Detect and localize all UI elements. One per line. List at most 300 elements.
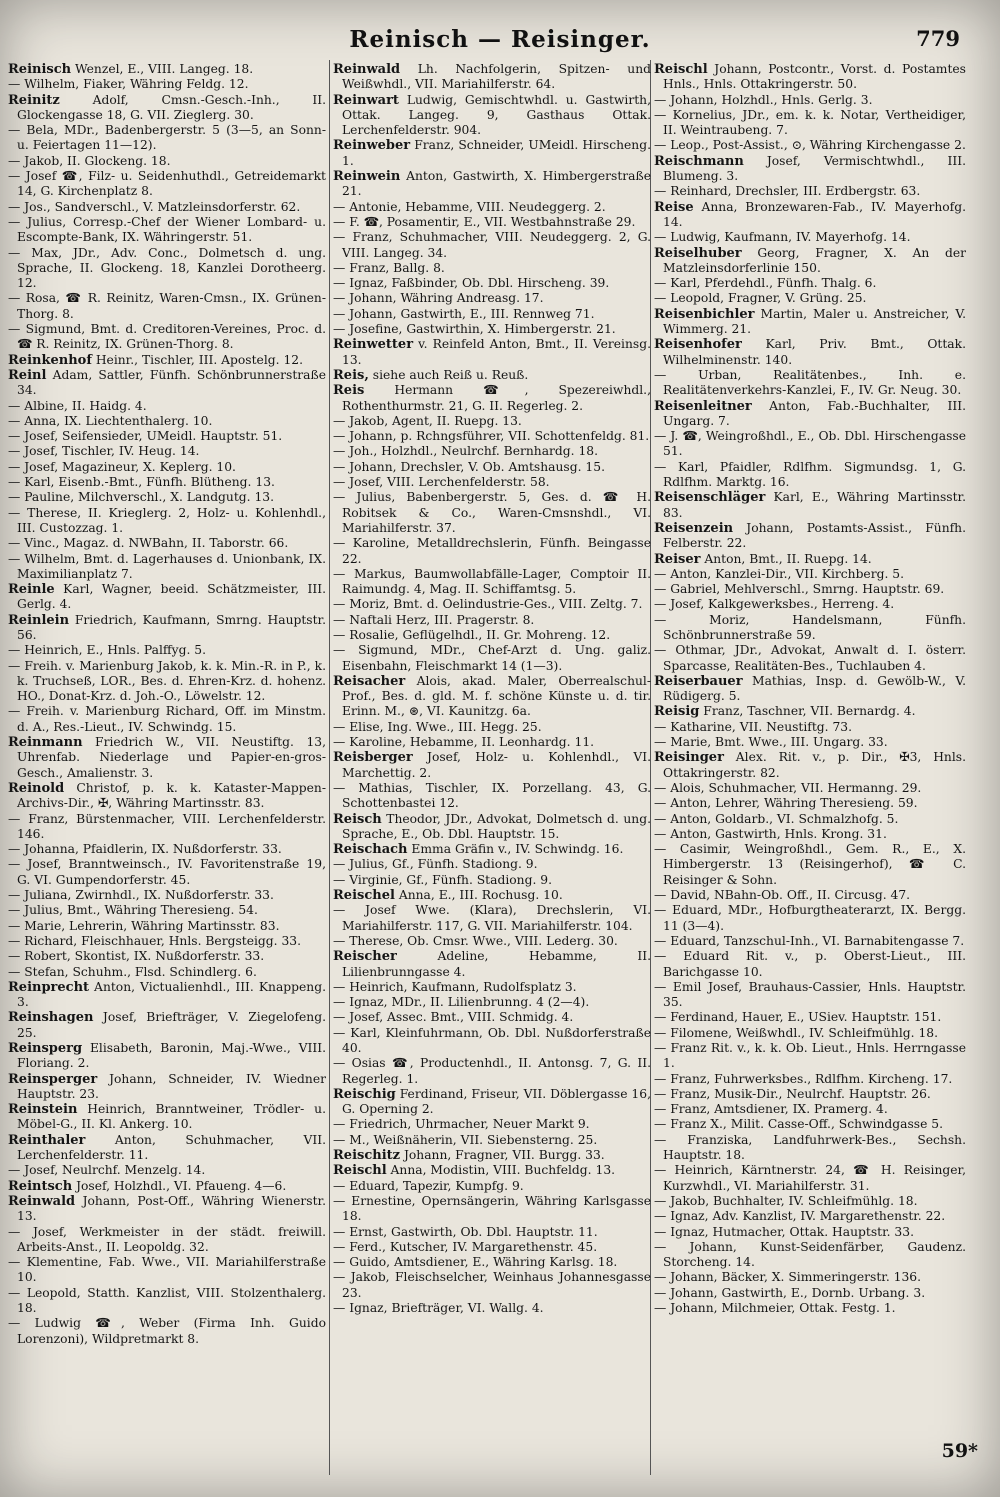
entry-text: — Heinrich, Kärntnerstr. 24, ☎ H. Reisinger, Kurzwhdl., VI. Mariahilferstr. 31. xyxy=(654,1163,966,1193)
directory-entry xyxy=(654,1026,966,1041)
directory-entry xyxy=(333,949,651,980)
entry-text: Anna, Bronzewaren-Fab., IV. Mayerhofg. 14. xyxy=(663,199,966,229)
entry-text: — Antonie, Hebamme, VIII. Neudeggerg. 2. xyxy=(333,199,606,214)
directory-entry xyxy=(333,62,651,93)
directory-entry xyxy=(333,490,651,536)
entry-headword: Reisenschläger xyxy=(654,490,766,506)
directory-entry xyxy=(333,1163,651,1178)
entry-text: Franz, Schneider, UMeidl. Hirscheng. 1. xyxy=(342,138,651,168)
entry-text: — Reinhard, Drechsler, III. Erdbergstr. 63. xyxy=(654,184,921,199)
directory-entry xyxy=(654,1225,966,1240)
directory-entry xyxy=(654,842,966,888)
entry-headword: Reinitz xyxy=(8,92,60,108)
entry-text: — Josef, Assec. Bmt., VIII. Schmidg. 4. xyxy=(333,1010,574,1025)
entry-text: Karl, E., Währing Martinsstr. 83. xyxy=(663,490,966,520)
directory-entry xyxy=(8,1225,326,1256)
entry-text: — Johanna, Pfaidlerin, IX. Nußdorferstr. 33. xyxy=(8,842,282,857)
directory-entry xyxy=(333,337,651,368)
directory-entry xyxy=(654,903,966,934)
directory-entry xyxy=(8,490,326,505)
entry-headword: Reinisch xyxy=(8,62,72,77)
entry-text: — Kornelius, JDr., em. k. k. Notar, Vertheidiger, II. Weintraubeng. 7. xyxy=(654,107,966,138)
entry-text: Anton, Victualienhdl., III. Knappeng. 3. xyxy=(17,979,326,1010)
entry-text: — Eduard, MDr., Hofburgtheaterarzt, IX. Bergg. 11 (3—4). xyxy=(654,903,966,933)
entry-text: — Klementine, Fab. Wwe., VII. Mariahilferstraße 10. xyxy=(8,1255,326,1285)
directory-entry xyxy=(654,781,966,796)
entry-headword: Reischig xyxy=(333,1086,396,1102)
entry-headword: Reisenhofer xyxy=(654,337,742,353)
directory-entry xyxy=(654,735,966,750)
entry-text: — Karl, Pfaidler, Rdlfhm. Sigmundsg. 1, G. Rdlfhm. Marktg. 16. xyxy=(654,459,966,490)
entry-text: — Casimir, Weingroßhdl., Gem. R., E., X. Himbergerstr. 13 (Reisingerhof), ☎ C. Reisinger & Sohn. xyxy=(654,842,966,887)
directory-entry xyxy=(333,322,651,337)
directory-entry xyxy=(654,674,966,705)
entry-headword: Reischmann xyxy=(654,153,744,169)
entry-text: Friedrich, Kaufmann, Smrng. Hauptstr. 56. xyxy=(17,612,326,642)
directory-entry xyxy=(8,246,326,292)
entry-text: — Karl, Kleinfuhrmann, Ob. Dbl. Nußdorferstraße 40. xyxy=(333,1025,651,1055)
entry-text: Adam, Sattler, Fünfh. Schönbrunnerstraße 34. xyxy=(17,367,326,398)
entry-text: — Johann, p. Rchngsführer, VII. Schottenfeldg. 81. xyxy=(333,429,650,444)
entry-text: — Anton, Goldarb., VI. Schmalzhofg. 5. xyxy=(654,811,899,826)
entry-text: Anton, Fab.-Buchhalter, III. Ungarg. 7. xyxy=(663,398,966,428)
entry-text: — Josef, Kalkgewerksbes., Herreng. 4. xyxy=(654,597,895,612)
entry-text: Johann, Schneider, IV. Wiedner Hauptstr. 23. xyxy=(17,1071,326,1101)
directory-entry xyxy=(333,1240,651,1255)
entry-text: — Max, JDr., Adv. Conc., Dolmetsch d. ung. Sprache, II. Glockeng. 18, Kanzlei Dorotheerg. 12. xyxy=(8,245,326,291)
directory-entry xyxy=(8,77,326,92)
directory-entry xyxy=(654,337,966,368)
directory-entry xyxy=(654,582,966,597)
directory-entry xyxy=(654,307,966,338)
directory-entry xyxy=(8,475,326,490)
directory-entry xyxy=(8,123,326,154)
directory-entry xyxy=(8,1286,326,1317)
entry-text: — Urban, Realitätenbes., Inh. e. Realitätenverkehrs-Kanzlei, F., IV. Gr. Neug. 30. xyxy=(654,367,966,398)
entry-headword: Reinle xyxy=(8,582,55,598)
directory-entry xyxy=(654,704,966,719)
directory-entry xyxy=(8,980,326,1011)
entry-text: — Mathias, Tischler, IX. Porzellang. 43, G. Schottenbastei 12. xyxy=(333,780,651,811)
entry-text: — Freih. v. Marienburg Jakob, k. k. Min.-R. in P., k. k. Truchseß, LOR., Bes. d. Ehren-Krz. d. hohenz. HO., Donat-Krz. d. Joh.-O., Löwelstr. 12. xyxy=(8,658,326,704)
entry-text: — Johann, Bäcker, X. Simmeringerstr. 136. xyxy=(654,1270,922,1285)
directory-entry xyxy=(8,93,326,124)
entry-text: — Heinrich, E., Hnls. Palffyg. 5. xyxy=(8,643,206,658)
directory-entry xyxy=(333,857,651,872)
entry-text: — Gabriel, Mehlverschl., Smrng. Hauptstr. 69. xyxy=(654,582,945,597)
directory-entry xyxy=(654,429,966,460)
directory-entry xyxy=(8,781,326,812)
entry-headword: Reinmann xyxy=(8,735,83,751)
entry-text: — M., Weißnäherin, VII. Siebensterng. 25. xyxy=(333,1132,598,1147)
entry-text: v. Reinfeld Anton, Bmt., II. Vereinsg. 13. xyxy=(342,337,651,367)
running-title: Reinisch — Reisinger. xyxy=(349,26,651,53)
entry-text: siehe auch Reiß u. Reuß. xyxy=(368,367,529,382)
entry-text: — Albine, II. Haidg. 4. xyxy=(8,398,147,413)
entry-text: Karl, Priv. Bmt., Ottak. Wilhelminenstr. 140. xyxy=(663,337,966,367)
entry-text: Alois, akad. Maler, Oberrealschul-Prof., Bes. d. gld. M. f. schöne Künste u. d. tir. Erinn. M., ⊛, VI. Kaunitzg. 6a. xyxy=(342,673,651,719)
directory-entry xyxy=(8,1041,326,1072)
entry-text: — Robert, Skontist, IX. Nußdorferstr. 33. xyxy=(8,949,265,964)
entry-text: — Ernestine, Opernsängerin, Währing Karlsgasse 18. xyxy=(333,1193,651,1224)
directory-entry xyxy=(654,1301,966,1316)
entry-text: — Friedrich, Uhrmacher, Neuer Markt 9. xyxy=(333,1117,590,1132)
entry-text: — Jakob, II. Glockeng. 18. xyxy=(8,153,171,168)
entry-text: Josef, Briefträger, V. Ziegelofeng. 25. xyxy=(17,1010,326,1040)
entry-headword: Reischl xyxy=(333,1163,387,1179)
directory-entry xyxy=(333,980,651,995)
entry-text: — Stefan, Schuhm., Flsd. Schindlerg. 6. xyxy=(8,964,257,979)
directory-entry xyxy=(333,200,651,215)
entry-text: — Alois, Schuhmacher, VII. Hermanng. 29. xyxy=(654,780,922,795)
entry-headword: Reinstein xyxy=(8,1102,78,1118)
entry-text: Karl, Wagner, beeid. Schätzmeister, III. Gerlg. 4. xyxy=(17,582,326,612)
directory-entry xyxy=(8,643,326,658)
column-left xyxy=(8,62,326,1462)
entry-text: — Johann, Gastwirth, E., III. Rennweg 71. xyxy=(333,306,595,321)
directory-entry xyxy=(8,368,326,399)
directory-entry xyxy=(8,200,326,215)
directory-entry xyxy=(8,735,326,781)
entry-text: — Karoline, Metalldrechslerin, Fünfh. Beingasse 22. xyxy=(333,536,651,566)
directory-entry xyxy=(333,93,651,139)
entry-text: — Therese, Ob. Cmsr. Wwe., VIII. Lederg. 30. xyxy=(333,933,618,948)
entry-text: Adeline, Hebamme, II. Lilienbrunngasse 4. xyxy=(342,949,651,979)
entry-headword: Reisig xyxy=(654,704,700,720)
directory-entry xyxy=(654,230,966,245)
entry-text: Emma Gräfin v., IV. Schwindg. 16. xyxy=(407,842,624,857)
entry-headword: Reinweber xyxy=(333,138,411,154)
directory-entry xyxy=(333,567,651,598)
directory-entry xyxy=(333,903,651,934)
entry-text: — Johann, Kunst-Seidenfärber, Gaudenz. Storcheng. 14. xyxy=(654,1239,966,1270)
directory-entry xyxy=(8,536,326,551)
entry-text: — Johann, Gastwirth, E., Dornb. Urbang. 3. xyxy=(654,1285,926,1300)
directory-entry xyxy=(8,965,326,980)
entry-text: — Therese, II. Krieglerg. 2, Holz- u. Kohlenhdl., III. Custozzag. 1. xyxy=(8,505,326,535)
entry-headword: Reiser xyxy=(654,551,701,567)
entry-text: — Anton, Kanzlei-Dir., VII. Kirchberg. 5. xyxy=(654,566,905,581)
entry-text: — Emil Josef, Brauhaus-Cassier, Hnls. Hauptstr. 35. xyxy=(654,979,966,1010)
directory-entry xyxy=(654,1163,966,1194)
entry-text: — Vinc., Magaz. d. NWBahn, II. Taborstr. 66. xyxy=(8,536,289,551)
directory-entry xyxy=(333,307,651,322)
entry-text: — Marie, Bmt. Wwe., III. Ungarg. 33. xyxy=(654,735,888,750)
entry-text: — Josef, Seifensieder, UMeidl. Hauptstr. 51. xyxy=(8,429,283,444)
directory-entry xyxy=(8,506,326,537)
entry-headword: Reisenbichler xyxy=(654,306,755,322)
directory-entry xyxy=(654,1041,966,1072)
entry-text: — Ludwig, Kaufmann, IV. Mayerhofg. 14. xyxy=(654,230,911,245)
entry-headword: Reischitz xyxy=(333,1148,401,1164)
entry-text: — Franziska, Landfuhrwerk-Bes., Sechsh. Hauptstr. 18. xyxy=(654,1132,966,1163)
directory-entry xyxy=(333,1270,651,1301)
signature-mark: 59* xyxy=(941,1440,978,1462)
entry-text: — Franz Rit. v., k. k. Ob. Lieut., Hnls. Herrngasse 1. xyxy=(654,1041,966,1071)
directory-entry xyxy=(8,1316,326,1347)
directory-entry xyxy=(654,1286,966,1301)
page-header xyxy=(0,26,1000,54)
directory-entry xyxy=(8,812,326,843)
directory-entry xyxy=(654,108,966,139)
entry-text: — Leop., Post-Assist., ⊙, Währing Kirchengasse 2. xyxy=(654,138,966,153)
entry-text: — Bela, MDr., Badenbergerstr. 5 (3—5, an Sonn- u. Feiertagen 11—12). xyxy=(8,123,326,153)
column-middle xyxy=(333,62,651,1462)
directory-entry xyxy=(654,138,966,153)
directory-entry xyxy=(333,1026,651,1057)
directory-entry xyxy=(654,1102,966,1117)
entry-text: — Johann, Holzhdl., Hnls. Gerlg. 3. xyxy=(654,92,873,107)
entry-headword: Reinwein xyxy=(333,169,401,185)
entry-headword: Reisch xyxy=(333,811,382,827)
entry-text: — Rosalie, Geflügelhdl., II. Gr. Mohreng. 12. xyxy=(333,627,611,642)
directory-entry xyxy=(654,949,966,980)
entry-text: — Freih. v. Marienburg Richard, Off. im Minstm. d. A., Res.-Lieut., IV. Schwindg. 15. xyxy=(8,704,326,734)
entry-text: — J. ☎, Weingroßhdl., E., Ob. Dbl. Hirschengasse 51. xyxy=(654,429,966,459)
directory-entry xyxy=(654,827,966,842)
entry-text: — Josef ☎, Filz- u. Seidenhuthdl., Getreidemarkt 14, G. Kirchenplatz 8. xyxy=(8,169,326,199)
directory-entry xyxy=(654,521,966,552)
entry-text: Josef, Holzhdl., VI. Pfaueng. 4—6. xyxy=(72,1178,287,1193)
directory-entry xyxy=(333,1056,651,1087)
entry-headword: Reinold xyxy=(8,780,65,796)
entry-text: Wenzel, E., VIII. Langeg. 18. xyxy=(71,62,254,76)
directory-entry xyxy=(8,888,326,903)
entry-text: Hermann ☎, Spezereiwhdl., Rothenthurmstr. 21, G. II. Regerleg. 2. xyxy=(342,383,651,413)
entry-text: — Josef Wwe. (Klara), Drechslerin, VI. Mariahilferstr. 117, G. VII. Mariahilferstr. 104. xyxy=(333,903,651,933)
directory-entry xyxy=(333,444,651,459)
entry-text: Lh. Nachfolgerin, Spitzen- und Weißwhdl., VII. Mariahilferstr. 64. xyxy=(342,62,651,92)
directory-entry xyxy=(8,1133,326,1164)
entry-text: Heinr., Tischler, III. Apostelg. 12. xyxy=(91,352,303,367)
entry-text: Friedrich W., VII. Neustiftg. 13, Uhrenfab. Niederlage und Papier-en-gros-Gesch., Amalienstr. 3. xyxy=(17,735,326,780)
directory-entry xyxy=(8,429,326,444)
entry-text: — Anna, IX. Liechtenthalerg. 10. xyxy=(8,413,213,428)
directory-entry xyxy=(654,1072,966,1087)
entry-headword: Reinlein xyxy=(8,612,70,628)
directory-entry xyxy=(654,399,966,430)
entry-text: — Ignaz, Hutmacher, Ottak. Hauptstr. 33. xyxy=(654,1224,914,1239)
directory-entry xyxy=(654,750,966,781)
directory-entry xyxy=(654,980,966,1011)
directory-entry xyxy=(654,200,966,231)
entry-headword: Reischl xyxy=(654,62,708,77)
directory-entry xyxy=(8,399,326,414)
directory-entry xyxy=(654,460,966,491)
entry-text: Anton, Bmt., II. Ruepg. 14. xyxy=(700,551,872,566)
entry-text: — Josefine, Gastwirthin, X. Himbergerstr. 21. xyxy=(333,322,616,337)
page-number: 779 xyxy=(916,26,960,51)
entry-text: — Karl, Pferdehdl., Fünfh. Thalg. 6. xyxy=(654,276,877,291)
directory-entry xyxy=(8,552,326,583)
entry-text: Georg, Fragner, X. An der Matzleinsdorferlinie 150. xyxy=(663,245,966,275)
directory-entry xyxy=(8,62,326,77)
directory-entry xyxy=(333,1133,651,1148)
directory-entry xyxy=(333,613,651,628)
directory-entry xyxy=(654,1270,966,1285)
entry-headword: Reinkenhof xyxy=(8,352,92,368)
entry-text: Ludwig, Gemischtwhdl. u. Gastwirth, Ottak. Langeg. 9, Gasthaus Ottak. Lerchenfelderstr. 904. xyxy=(342,92,651,138)
directory-entry xyxy=(333,215,651,230)
entry-headword: Reinsperger xyxy=(8,1071,98,1087)
entry-text: — Ludwig ☎, Weber (Firma Inh. Guido Lorenzoni), Wildpretmarkt 8. xyxy=(8,1316,326,1346)
entry-text: Theodor, JDr., Advokat, Dolmetsch d. ung. Sprache, E., Ob. Dbl. Hauptstr. 15. xyxy=(342,811,651,841)
directory-entry xyxy=(333,475,651,490)
entry-text: — Anton, Lehrer, Währing Theresieng. 59. xyxy=(654,796,918,811)
entry-text: Elisabeth, Baronin, Maj.-Wwe., VIII. Floriang. 2. xyxy=(17,1041,326,1071)
entry-headword: Reinthaler xyxy=(8,1132,86,1148)
entry-text: Ferdinand, Friseur, VII. Döblergasse 16, G. Operning 2. xyxy=(342,1086,651,1117)
entry-text: Christof, p. k. k. Kataster-Mappen-Archivs-Dir., ✠, Währing Martinsstr. 83. xyxy=(17,780,326,811)
directory-entry xyxy=(333,291,651,306)
entry-text: — Josef, Neulrchf. Menzelg. 14. xyxy=(8,1163,206,1178)
entry-text: — Guido, Amtsdiener, E., Währing Karlsg. 18. xyxy=(333,1255,618,1270)
directory-entry xyxy=(8,582,326,613)
entry-text: — Leopold, Statth. Kanzlist, VIII. Stolzenthalerg. 18. xyxy=(8,1285,326,1316)
entry-text: — Moriz, Handelsmann, Fünfh. Schönbrunnerstraße 59. xyxy=(654,612,966,642)
entry-text: — Marie, Lehrerin, Währing Martinsstr. 83. xyxy=(8,918,280,933)
entry-headword: Reis, xyxy=(333,367,369,383)
entry-text: — Johann, Währing Andreasg. 17. xyxy=(333,291,544,306)
entry-text: — Rosa, ☎ R. Reinitz, Waren-Cmsn., IX. Grünen-Thorg. 8. xyxy=(8,291,326,321)
entry-text: — Johann, Milchmeier, Ottak. Festg. 1. xyxy=(654,1301,896,1316)
entry-text: Anna, Modistin, VIII. Buchfeldg. 13. xyxy=(386,1163,616,1178)
entry-headword: Reiserbauer xyxy=(654,673,743,689)
entry-text: — Julius, Corresp.-Chef der Wiener Lombard- u. Escompte-Bank, IX. Währingerstr. 51. xyxy=(8,214,326,245)
entry-headword: Reinl xyxy=(8,367,47,383)
entry-headword: Reisinger xyxy=(654,750,724,766)
entry-text: — Karoline, Hebamme, II. Leonhardg. 11. xyxy=(333,735,595,750)
directory-entry xyxy=(333,230,651,261)
directory-entry xyxy=(333,735,651,750)
directory-entry xyxy=(8,857,326,888)
entry-text: — Josef, Branntweinsch., IV. Favoritenstraße 19, G. VI. Gumpendorferstr. 45. xyxy=(8,857,326,887)
directory-entry xyxy=(654,597,966,612)
directory-entry xyxy=(8,444,326,459)
entry-headword: Reintsch xyxy=(8,1178,73,1194)
directory-entry xyxy=(654,1133,966,1164)
entry-text: — Franz, Ballg. 8. xyxy=(333,260,445,275)
directory-entry xyxy=(8,291,326,322)
directory-entry xyxy=(8,169,326,200)
directory-entry xyxy=(8,903,326,918)
directory-entry xyxy=(8,613,326,644)
directory-entry xyxy=(333,383,651,414)
entry-text: — Naftali Herz, III. Pragerstr. 8. xyxy=(333,612,535,627)
directory-entry xyxy=(654,720,966,735)
directory-entry xyxy=(654,1240,966,1271)
entry-text: Mathias, Insp. d. Gewölb-W., V. Rüdigerg. 5. xyxy=(663,673,966,704)
directory-entry xyxy=(333,1194,651,1225)
directory-entry xyxy=(8,919,326,934)
entry-text: Johann, Postamts-Assist., Fünfh. Felberstr. 22. xyxy=(663,520,966,551)
directory-entry xyxy=(333,750,651,781)
directory-entry xyxy=(333,781,651,812)
directory-entry xyxy=(8,1179,326,1194)
entry-text: — Johann, Drechsler, V. Ob. Amtshausg. 15. xyxy=(333,459,605,474)
directory-entry xyxy=(654,154,966,185)
entry-text: — F. ☎, Posamentir, E., VII. Westbahnstraße 29. xyxy=(333,214,636,229)
directory-entry xyxy=(654,567,966,582)
directory-entry xyxy=(654,888,966,903)
entry-text: Martin, Maler u. Anstreicher, V. Wimmerg. 21. xyxy=(663,306,966,337)
entry-text: Johann, Fragner, VII. Burgg. 33. xyxy=(400,1148,605,1163)
entry-headword: Reiselhuber xyxy=(654,245,742,261)
column-right xyxy=(654,62,966,1462)
entry-text: — Katharine, VII. Neustiftg. 73. xyxy=(654,719,853,734)
entry-headword: Reischer xyxy=(333,949,397,965)
entry-headword: Reisenleitner xyxy=(654,398,752,414)
entry-headword: Reinwald xyxy=(333,62,401,77)
entry-headword: Reischel xyxy=(333,888,395,904)
directory-entry xyxy=(333,643,651,674)
entry-text: — Josef, Magazineur, X. Keplerg. 10. xyxy=(8,459,236,474)
directory-entry xyxy=(654,276,966,291)
entry-headword: Reisenzein xyxy=(654,520,734,536)
directory-entry xyxy=(654,184,966,199)
entry-text: — Jakob, Buchhalter, IV. Schleifmühlg. 18. xyxy=(654,1193,918,1208)
entry-text: — Ernst, Gastwirth, Ob. Dbl. Hauptstr. 11. xyxy=(333,1224,598,1239)
entry-text: — Franz, Bürstenmacher, VIII. Lerchenfelderstr. 146. xyxy=(8,811,326,841)
entry-text: — Eduard, Tapezir, Kumpfg. 9. xyxy=(333,1178,524,1193)
directory-entry xyxy=(654,246,966,277)
directory-entry xyxy=(333,536,651,567)
entry-text: — Josef, Tischler, IV. Heug. 14. xyxy=(8,444,200,459)
entry-text: — Juliana, Zwirnhdl., IX. Nußdorferstr. 33. xyxy=(8,888,274,903)
directory-entry xyxy=(8,659,326,705)
directory-entry xyxy=(8,1010,326,1041)
directory-entry xyxy=(333,429,651,444)
directory-entry xyxy=(8,154,326,169)
directory-entry xyxy=(333,1148,651,1163)
entry-text: — Anton, Gastwirth, Hnls. Krong. 31. xyxy=(654,826,887,841)
entry-text: — Filomene, Weißwhdl., IV. Schleifmühlg. 18. xyxy=(654,1025,939,1040)
entry-text: — Ignaz, MDr., II. Lilienbrunng. 4 (2—4). xyxy=(333,995,590,1010)
entry-text: — Leopold, Fragner, V. Grüng. 25. xyxy=(654,291,867,306)
directory-entry xyxy=(333,1255,651,1270)
entry-headword: Reinprecht xyxy=(8,979,90,995)
entry-text: — Ignaz, Faßbinder, Ob. Dbl. Hirscheng. 39. xyxy=(333,276,610,291)
entry-text: — Heinrich, Kaufmann, Rudolfsplatz 3. xyxy=(333,979,577,994)
entry-text: — Pauline, Milchverschl., X. Landgutg. 13. xyxy=(8,490,275,505)
directory-entry xyxy=(333,995,651,1010)
column-divider xyxy=(329,60,330,1475)
entry-text: — Osias ☎, Productenhdl., II. Antonsg. 7, G. II. Regerleg. 1. xyxy=(333,1056,651,1086)
entry-text: — Jos., Sandverschl., V. Matzleinsdorferstr. 62. xyxy=(8,199,301,214)
directory-entry xyxy=(8,949,326,964)
directory-entry xyxy=(333,888,651,903)
entry-text: — Karl, Eisenb.-Bmt., Fünfh. Blütheng. 13. xyxy=(8,475,275,490)
directory-entry xyxy=(333,460,651,475)
directory-entry xyxy=(333,1010,651,1025)
entry-text: — Julius, Gf., Fünfh. Stadiong. 9. xyxy=(333,857,538,872)
directory-entry xyxy=(8,1072,326,1103)
entry-headword: Reisberger xyxy=(333,750,413,766)
entry-headword: Reise xyxy=(654,199,694,215)
directory-entry xyxy=(333,169,651,200)
directory-entry xyxy=(654,796,966,811)
directory-entry xyxy=(8,1194,326,1225)
directory-entry xyxy=(333,674,651,720)
directory-entry xyxy=(8,460,326,475)
entry-headword: Reisacher xyxy=(333,673,406,689)
directory-entry xyxy=(333,812,651,843)
entry-text: — Wilhelm, Fiaker, Währing Feldg. 12. xyxy=(8,77,249,92)
entry-headword: Reis xyxy=(333,383,365,399)
directory-entry xyxy=(333,934,651,949)
directory-entry xyxy=(8,353,326,368)
entry-text: — Julius, Babenbergerstr. 5, Ges. d. ☎ H. Robitsek & Co., Waren-Cmsnshdl., VI. Mariahilferstr. 37. xyxy=(333,490,651,535)
